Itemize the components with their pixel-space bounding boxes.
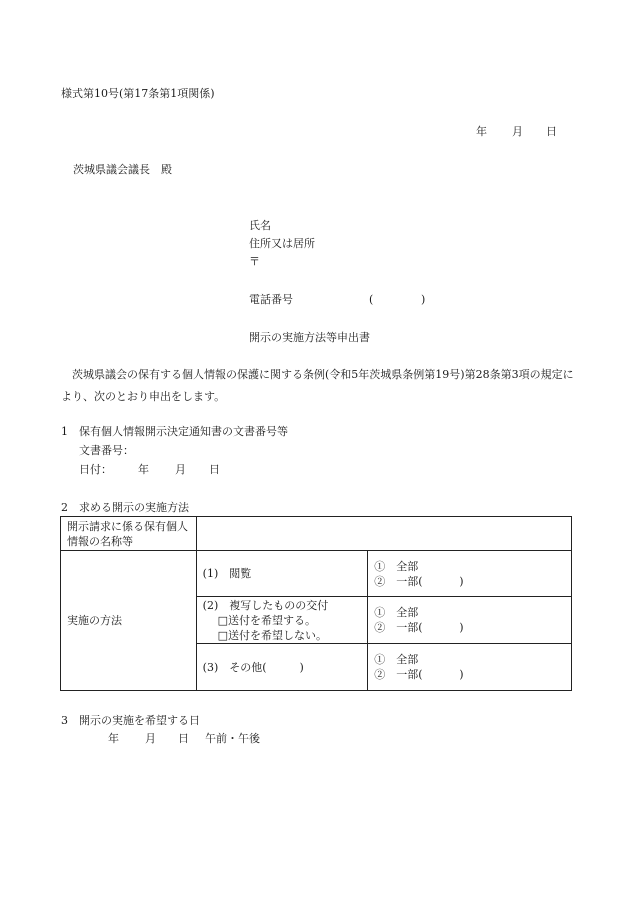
disclosure-method-table — [60, 516, 572, 691]
method-label-cell — [61, 551, 197, 691]
method-copy-label: (2) 複写したものの交付 — [202, 598, 329, 612]
option-part[interactable]: ② 一部( ) — [374, 668, 464, 681]
info-name-label: 開示請求に係る保有個人情報の名称等 — [67, 519, 188, 548]
method-cell-other — [196, 644, 368, 691]
intro-paragraph: 茨城県議会の保有する個人情報の保護に関する条例(令和5年茨城県条例第19号)第28条第3項の規定により、次のとおり申出をします。 — [61, 368, 574, 403]
option-part[interactable]: ② 一部( ) — [374, 621, 464, 634]
method-other-label: (3) その他( ) — [202, 660, 304, 674]
scope-cell-view — [368, 551, 572, 597]
applicant-name-label: 氏名 — [249, 219, 271, 232]
date-year-label: 年 — [476, 125, 487, 138]
table-row — [61, 517, 572, 551]
section1-heading: 1 保有個人情報開示決定通知書の文書番号等 — [61, 425, 288, 438]
method-cell-copy — [196, 597, 368, 644]
phone-open-paren: ( — [369, 293, 374, 306]
wish-month-label: 月 — [145, 732, 156, 745]
method-cell-view — [196, 551, 368, 597]
info-name-input-cell[interactable] — [196, 517, 571, 551]
applicant-address-label: 住所又は居所 — [249, 237, 315, 250]
scope-cell-copy — [368, 597, 572, 644]
postal-mark: 〒 — [249, 255, 260, 268]
section2-heading: 2 求める開示の実施方法 — [61, 501, 189, 514]
option-all[interactable]: ① 全部 — [374, 606, 419, 619]
addressee: 茨城県議会議長 殿 — [73, 163, 172, 176]
table-row — [61, 551, 572, 597]
option-all[interactable]: ① 全部 — [374, 559, 419, 573]
wish-day-label: 日 — [178, 732, 189, 745]
notice-year-label: 年 — [138, 463, 149, 476]
notice-date-label: 日付： — [79, 463, 112, 476]
notice-day-label: 日 — [209, 463, 220, 476]
document-title: 開示の実施方法等申出書 — [249, 331, 370, 344]
method-label: 実施の方法 — [67, 614, 122, 627]
wish-year-label: 年 — [108, 732, 119, 745]
send-no-checkbox[interactable]: □送付を希望しない。 — [217, 628, 328, 642]
info-name-label-cell — [61, 517, 197, 551]
date-day-label: 日 — [546, 125, 557, 138]
section3-heading: 3 開示の実施を希望する日 — [61, 714, 200, 727]
phone-close-paren: ) — [421, 293, 426, 306]
option-part[interactable]: ② 一部( ) — [374, 574, 464, 588]
doc-number-label: 文書番号： — [79, 444, 134, 457]
send-yes-checkbox[interactable]: □送付を希望する。 — [217, 613, 317, 627]
applicant-phone-label: 電話番号 — [249, 293, 293, 306]
form-number: 様式第10号(第17条第1項関係) — [61, 87, 215, 100]
scope-cell-other — [368, 644, 572, 691]
ampm-label: 午前・午後 — [205, 732, 260, 745]
notice-month-label: 月 — [175, 463, 186, 476]
date-month-label: 月 — [512, 125, 523, 138]
option-all[interactable]: ① 全部 — [374, 653, 419, 666]
method-view-label: (1) 閲覧 — [202, 567, 252, 580]
